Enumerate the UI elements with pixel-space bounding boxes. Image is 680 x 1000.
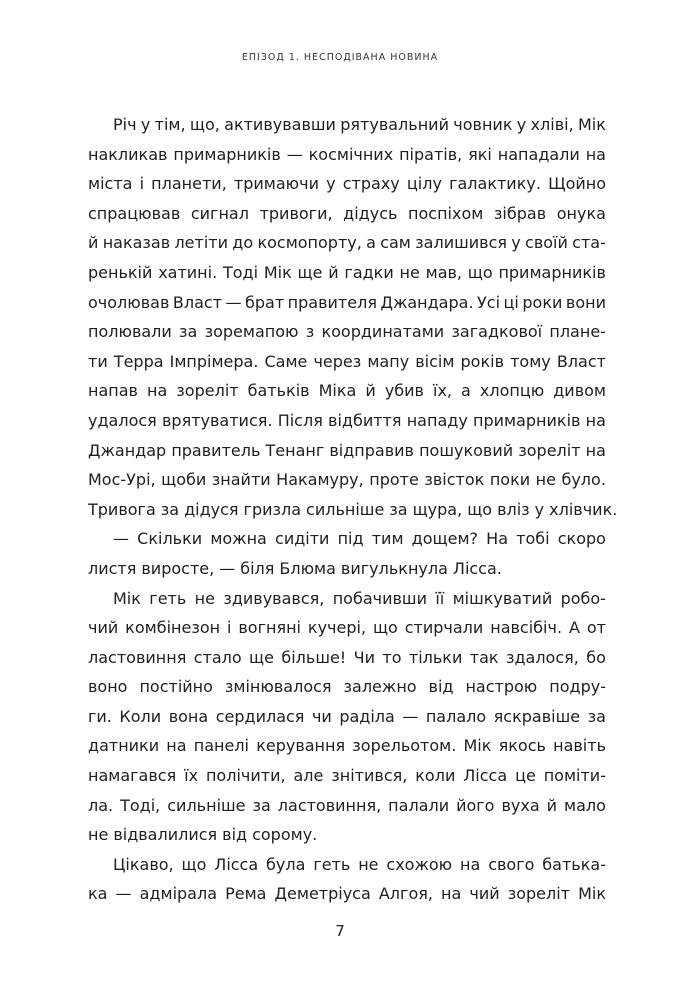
text-line: Цікаво, що Лісса була геть не схожою на свого батька-: [113, 854, 606, 874]
text-line: ренькій хатині. Тоді Мік ще й гадки не мав, що примарників: [88, 262, 606, 282]
text-line: напав на зореліт батьків Міка й убив їх, а хлопцю дивом: [88, 381, 606, 401]
text-line: Джандар правитель Тенанг відправив пошуковий зореліт на: [88, 440, 606, 460]
text-line: удалося врятуватися. Після відбиття нападу примарників на: [88, 410, 606, 430]
text-line: чий комбінезон і вогняні кучері, що стирчали навсібіч. А от: [88, 618, 606, 638]
text-line: датники на панелі керування зорельотом. Мік якось навіть: [88, 736, 606, 756]
text-line: Мос-Урі, щоби знайти Накамуру, проте звісток поки не було.: [88, 470, 606, 490]
text-line: ка — адмірала Рема Деметріуса Алгоя, на чий зореліт Мік: [88, 884, 606, 904]
text-line: ла. Тоді, сильніше за ластовиння, палали його вуха й мало: [88, 795, 606, 815]
text-line: намагався їх полічити, але знітився, коли Лісса це поміти-: [88, 766, 606, 786]
text-line: ти Терра Імпрімера. Саме через мапу вісім років тому Власт: [88, 351, 606, 371]
text-line: полювали за зоремапою з координатами загадкової плане-: [88, 322, 606, 342]
text-line: очолював Власт — брат правителя Джандара. Усі ці роки вони: [88, 292, 606, 312]
text-line: листя виросте, — біля Блюма вигулькнула Лісса.: [88, 558, 502, 578]
text-line: ги. Коли вона сердилася чи раділа — палало яскравіше за: [88, 706, 606, 726]
text-line: Мік геть не здивувався, побачивши її мішкуватий робо-: [113, 588, 606, 608]
text-line: ластовиння стало ще більше! Чи то тільки так здалося, бо: [88, 647, 606, 667]
text-line: воно постійно змінювалося залежно від настрою подру-: [88, 677, 606, 697]
text-line: Тривога за дідуся гризла сильніше за щура, що вліз у хлівчик.: [88, 499, 618, 519]
text-line: накликав примарників — космічних піратів, які нападали на: [88, 144, 606, 164]
body-text: [88, 110, 618, 909]
text-line: не відвалилися від сорому.: [88, 825, 318, 845]
text-line: — Скільки можна сидіти під тим дощем? На тобі скоро: [113, 529, 606, 549]
running-header: ЕПІЗОД 1. НЕСПОДІВАНА НОВИНА: [241, 52, 439, 63]
page-number: 7: [335, 922, 345, 940]
text-line: й наказав летіти до космопорту, а сам залишився у своїй ста-: [88, 233, 606, 253]
text-line: міста і планети, тримаючи у страху цілу галактику. Щойно: [88, 174, 606, 194]
text-line: спрацював сигнал тривоги, дідусь поспіхом зібрав онука: [88, 203, 606, 223]
text-line: Річ у тім, що, активувавши рятувальний човник у хліві, Мік: [113, 115, 606, 134]
